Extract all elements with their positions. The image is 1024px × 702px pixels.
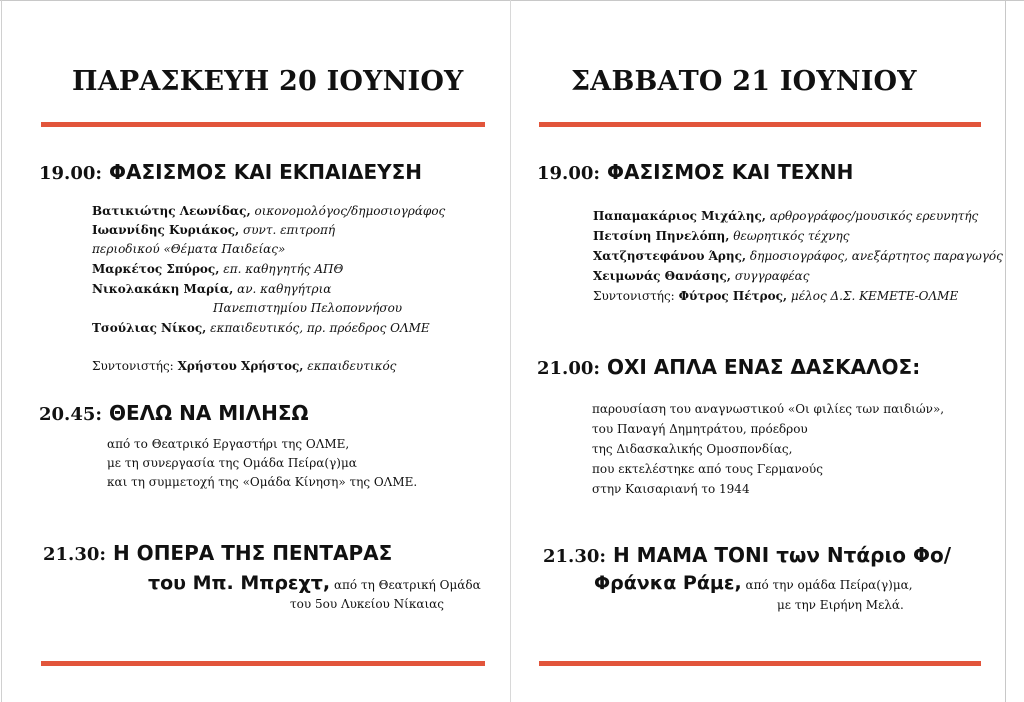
saturday-event3-credit-line2: με την Ειρήνη Μελά. (777, 598, 904, 612)
coordinator-name: Χρήστου Χρήστος, (177, 359, 304, 373)
speaker-name: Νικολακάκη Μαρία, (92, 282, 234, 296)
friday-event1-time: 19.00: (39, 163, 103, 184)
saturday-event2-heading (537, 355, 920, 379)
speaker-role: θεωρητικός τέχνης (733, 229, 850, 243)
speaker-role: αν. καθηγήτρια (237, 282, 332, 296)
friday-speaker-continuation (213, 299, 402, 318)
saturday-event2-line: που εκτελέστηκε από τους Γερμανούς (592, 462, 823, 476)
speaker-role: οικονομολόγος/δημοσιογράφος (254, 204, 446, 218)
speaker-role: περιοδικού «Θέματα Παιδείας» (92, 242, 286, 256)
speaker-role: δημοσιογράφος, ανεξάρτητος παραγωγός (749, 249, 1003, 263)
friday-event3-credit-line: από τη Θεατρική Ομάδα (333, 578, 481, 592)
saturday-event3-title: Η ΜΑΜΑ ΤΟΝΙ των Ντάριο Φο/ (612, 543, 952, 567)
speaker-role: επ. καθηγητής ΑΠΘ (223, 262, 344, 276)
saturday-event3-credit-line: από την ομάδα Πείρα(γ)μα, (745, 578, 913, 592)
friday-event2-time: 20.45: (39, 404, 103, 425)
friday-event3-credit-line2: του 5ου Λυκείου Νίκαιας (290, 597, 444, 611)
saturday-event2-line: της Διδασκαλικής Ομοσπονδίας, (592, 442, 793, 456)
speaker-role: Πανεπιστημίου Πελοποννήσου (213, 301, 403, 315)
friday-coordinator (92, 357, 396, 376)
saturday-event3-heading (543, 543, 951, 567)
speaker-name: Τσούλιας Νίκος, (92, 321, 207, 335)
friday-event1-heading (39, 160, 422, 184)
speaker-name: Μαρκέτος Σπύρος, (92, 262, 220, 276)
saturday-bottom-rule (539, 661, 981, 666)
page-edge-top (0, 0, 1024, 1)
friday-event2-line: από το Θεατρικό Εργαστήρι της ΟΛΜΕ, (107, 437, 350, 451)
friday-speaker (92, 260, 343, 279)
friday-speaker (92, 280, 331, 299)
speaker-role: αρθρογράφος/μουσικός ερευνητής (769, 209, 979, 223)
speaker-name: Χειμωνάς Θανάσης, (593, 269, 731, 283)
saturday-speaker (593, 227, 849, 246)
friday-speaker (92, 221, 335, 240)
center-fold-line (510, 0, 511, 702)
friday-title: ΠΑΡΑΣΚΕΥΗ 20 ΙΟΥΝΙΟΥ (72, 66, 464, 97)
saturday-speaker (593, 247, 1003, 266)
speaker-name: Ιωαννίδης Κυριάκος, (92, 223, 240, 237)
friday-event1-title: ΦΑΣΙΣΜΟΣ ΚΑΙ ΕΚΠΑΙΔΕΥΣΗ (108, 160, 422, 184)
friday-bottom-rule (41, 661, 485, 666)
speaker-name: Χατζηστεφάνου Άρης, (593, 249, 747, 263)
friday-speaker-continuation (92, 240, 285, 259)
saturday-coordinator (593, 287, 958, 306)
coordinator-role: εκπαιδευτικός (307, 359, 397, 373)
coordinator-name: Φύτρος Πέτρος, (678, 289, 788, 303)
speaker-name: Βατικιώτης Λεωνίδας, (92, 204, 251, 218)
saturday-event1-title: ΦΑΣΙΣΜΟΣ ΚΑΙ ΤΕΧΝΗ (606, 160, 854, 184)
saturday-event2-line: του Παναγή Δημητράτου, πρόεδρου (592, 422, 808, 436)
friday-event3-author: του Μπ. Μπρεχτ, (148, 572, 331, 594)
friday-event3-heading (43, 541, 392, 565)
coordinator-label: Συντονιστής: (92, 359, 174, 373)
saturday-event2-title: ΟΧΙ ΑΠΛΑ ΕΝΑΣ ΔΑΣΚΑΛΟΣ: (606, 355, 921, 379)
speaker-role: εκπαιδευτικός, πρ. πρόεδρος ΟΛΜΕ (210, 321, 430, 335)
friday-event3-credit (148, 574, 481, 595)
saturday-event2-time: 21.00: (537, 358, 601, 379)
saturday-title: ΣΑΒΒΑΤΟ 21 ΙΟΥΝΙΟΥ (571, 66, 917, 97)
saturday-speaker (593, 267, 809, 286)
speaker-role: συντ. επιτροπή (243, 223, 336, 237)
friday-speaker (92, 202, 445, 221)
saturday-event1-heading (537, 160, 853, 184)
speaker-name: Πετσίνη Πηνελόπη, (593, 229, 730, 243)
friday-top-rule (41, 122, 485, 127)
coordinator-role: μέλος Δ.Σ. ΚΕΜΕΤΕ-ΟΛΜΕ (790, 289, 959, 303)
page-edge-left (1, 0, 2, 702)
friday-event3-title: Η ΟΠΕΡΑ ΤΗΣ ΠΕΝΤΑΡΑΣ (112, 541, 393, 565)
saturday-event3-time: 21.30: (543, 546, 607, 567)
friday-event2-line: με τη συνεργασία της Ομάδα Πείρα(γ)μα (107, 456, 357, 470)
saturday-event1-time: 19.00: (537, 163, 601, 184)
friday-event2-title: ΘΕΛΩ ΝΑ ΜΙΛΗΣΩ (108, 401, 309, 425)
saturday-top-rule (539, 122, 981, 127)
friday-speaker (92, 319, 430, 338)
coordinator-label: Συντονιστής: (593, 289, 675, 303)
saturday-event2-line: παρουσίαση του αναγνωστικού «Οι φιλίες των παιδιών», (592, 402, 945, 416)
saturday-speaker (593, 207, 978, 226)
speaker-name: Παπαμακάριος Μιχάλης, (593, 209, 766, 223)
friday-event2-line: και τη συμμετοχή της «Ομάδα Κίνηση» της ΟΛΜΕ. (107, 475, 418, 489)
page-edge-right (1005, 0, 1006, 702)
speaker-role: συγγραφέας (734, 269, 810, 283)
saturday-event3-author: Φράνκα Ράμε, (594, 572, 742, 594)
saturday-event3-credit (594, 574, 913, 595)
friday-event3-time: 21.30: (43, 544, 107, 565)
saturday-event2-line: στην Καισαριανή το 1944 (592, 482, 750, 496)
friday-event2-heading (39, 401, 309, 425)
